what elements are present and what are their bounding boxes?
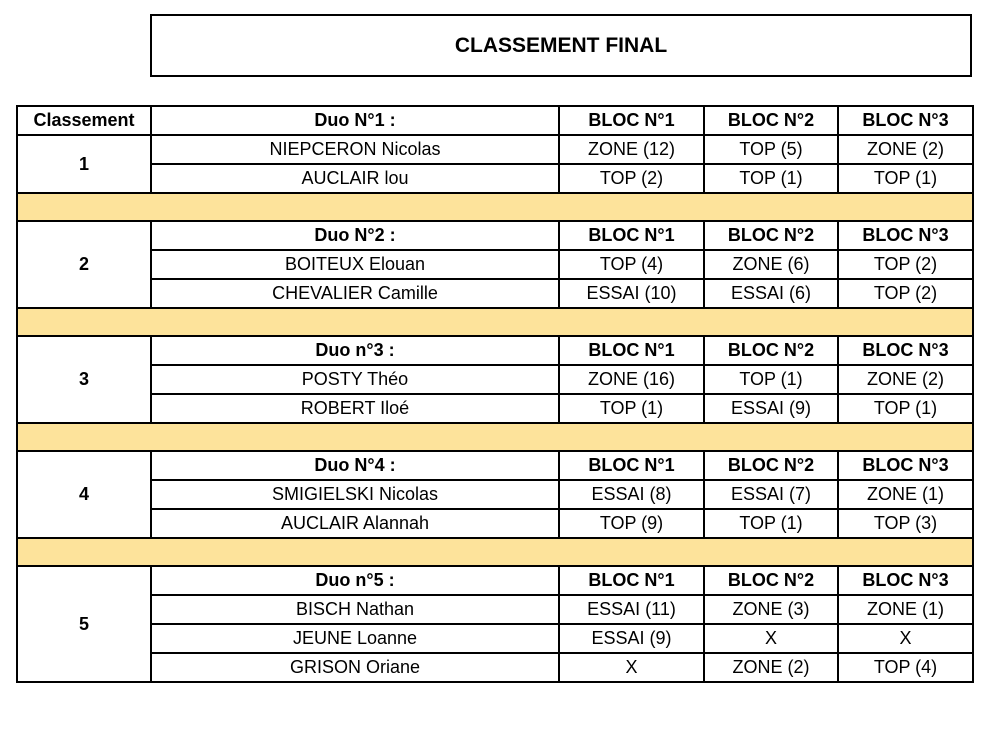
duo-header-row bbox=[17, 336, 973, 365]
bloc-header: BLOC N°1 bbox=[559, 106, 704, 135]
separator-cell bbox=[17, 423, 973, 451]
group-separator bbox=[17, 423, 973, 451]
separator-cell bbox=[17, 538, 973, 566]
duo-header-row bbox=[17, 451, 973, 480]
duo-label: Duo N°1 : bbox=[151, 106, 559, 135]
rank-cell: 3 bbox=[17, 336, 151, 423]
bloc-result: TOP (5) bbox=[704, 135, 838, 164]
bloc-result: X bbox=[559, 653, 704, 682]
bloc-result: TOP (1) bbox=[704, 365, 838, 394]
duo-label: Duo N°4 : bbox=[151, 451, 559, 480]
bloc-header: BLOC N°2 bbox=[704, 221, 838, 250]
member-row bbox=[17, 653, 973, 682]
member-row bbox=[17, 595, 973, 624]
bloc-result: ESSAI (11) bbox=[559, 595, 704, 624]
bloc-result: ZONE (16) bbox=[559, 365, 704, 394]
climber-name: AUCLAIR Alannah bbox=[151, 509, 559, 538]
bloc-result: TOP (4) bbox=[559, 250, 704, 279]
bloc-result: ESSAI (7) bbox=[704, 480, 838, 509]
bloc-result: TOP (1) bbox=[704, 509, 838, 538]
bloc-result: TOP (1) bbox=[838, 164, 973, 193]
bloc-result: TOP (9) bbox=[559, 509, 704, 538]
bloc-result: ZONE (3) bbox=[704, 595, 838, 624]
duo-label: Duo n°5 : bbox=[151, 566, 559, 595]
bloc-header: BLOC N°2 bbox=[704, 566, 838, 595]
duo-label: Duo n°3 : bbox=[151, 336, 559, 365]
rank-column-header: Classement bbox=[17, 106, 151, 135]
rank-cell: 4 bbox=[17, 451, 151, 538]
member-row bbox=[17, 135, 973, 164]
bloc-result: TOP (2) bbox=[838, 250, 973, 279]
climber-name: POSTY Théo bbox=[151, 365, 559, 394]
climber-name: BOITEUX Elouan bbox=[151, 250, 559, 279]
bloc-result: ZONE (6) bbox=[704, 250, 838, 279]
bloc-result: ZONE (1) bbox=[838, 595, 973, 624]
member-row bbox=[17, 365, 973, 394]
page-title: CLASSEMENT FINAL bbox=[150, 14, 972, 77]
climber-name: NIEPCERON Nicolas bbox=[151, 135, 559, 164]
bloc-header: BLOC N°2 bbox=[704, 336, 838, 365]
bloc-header: BLOC N°1 bbox=[559, 451, 704, 480]
bloc-result: TOP (1) bbox=[838, 394, 973, 423]
bloc-result: ESSAI (9) bbox=[559, 624, 704, 653]
separator-cell bbox=[17, 308, 973, 336]
bloc-result: ZONE (2) bbox=[838, 135, 973, 164]
duo-header-row bbox=[17, 566, 973, 595]
bloc-result: ZONE (2) bbox=[704, 653, 838, 682]
member-row bbox=[17, 480, 973, 509]
bloc-header: BLOC N°3 bbox=[838, 566, 973, 595]
bloc-header: BLOC N°2 bbox=[704, 106, 838, 135]
climber-name: JEUNE Loanne bbox=[151, 624, 559, 653]
bloc-result: ESSAI (8) bbox=[559, 480, 704, 509]
bloc-header: BLOC N°2 bbox=[704, 451, 838, 480]
bloc-result: ZONE (12) bbox=[559, 135, 704, 164]
member-row bbox=[17, 250, 973, 279]
duo-header-row bbox=[17, 221, 973, 250]
bloc-header: BLOC N°1 bbox=[559, 336, 704, 365]
bloc-result: X bbox=[838, 624, 973, 653]
group-separator bbox=[17, 308, 973, 336]
bloc-result: ESSAI (9) bbox=[704, 394, 838, 423]
bloc-result: TOP (2) bbox=[838, 279, 973, 308]
duo-label: Duo N°2 : bbox=[151, 221, 559, 250]
group-separator bbox=[17, 538, 973, 566]
member-row bbox=[17, 624, 973, 653]
bloc-result: ESSAI (10) bbox=[559, 279, 704, 308]
bloc-header: BLOC N°3 bbox=[838, 336, 973, 365]
bloc-header: BLOC N°1 bbox=[559, 566, 704, 595]
bloc-result: ZONE (1) bbox=[838, 480, 973, 509]
climber-name: BISCH Nathan bbox=[151, 595, 559, 624]
bloc-header: BLOC N°3 bbox=[838, 221, 973, 250]
bloc-result: ZONE (2) bbox=[838, 365, 973, 394]
bloc-header: BLOC N°1 bbox=[559, 221, 704, 250]
climber-name: GRISON Oriane bbox=[151, 653, 559, 682]
bloc-header: BLOC N°3 bbox=[838, 451, 973, 480]
member-row bbox=[17, 279, 973, 308]
climber-name: ROBERT Iloé bbox=[151, 394, 559, 423]
bloc-result: X bbox=[704, 624, 838, 653]
rank-cell: 2 bbox=[17, 221, 151, 308]
climber-name: CHEVALIER Camille bbox=[151, 279, 559, 308]
climber-name: SMIGIELSKI Nicolas bbox=[151, 480, 559, 509]
rank-cell: 1 bbox=[17, 135, 151, 193]
climber-name: AUCLAIR lou bbox=[151, 164, 559, 193]
bloc-result: ESSAI (6) bbox=[704, 279, 838, 308]
member-row bbox=[17, 509, 973, 538]
bloc-result: TOP (2) bbox=[559, 164, 704, 193]
member-row bbox=[17, 164, 973, 193]
duo-header-row bbox=[17, 106, 973, 135]
bloc-result: TOP (4) bbox=[838, 653, 973, 682]
ranking-table bbox=[16, 105, 974, 683]
rank-cell: 5 bbox=[17, 566, 151, 682]
group-separator bbox=[17, 193, 973, 221]
bloc-result: TOP (1) bbox=[704, 164, 838, 193]
bloc-header: BLOC N°3 bbox=[838, 106, 973, 135]
separator-cell bbox=[17, 193, 973, 221]
bloc-result: TOP (3) bbox=[838, 509, 973, 538]
bloc-result: TOP (1) bbox=[559, 394, 704, 423]
member-row bbox=[17, 394, 973, 423]
